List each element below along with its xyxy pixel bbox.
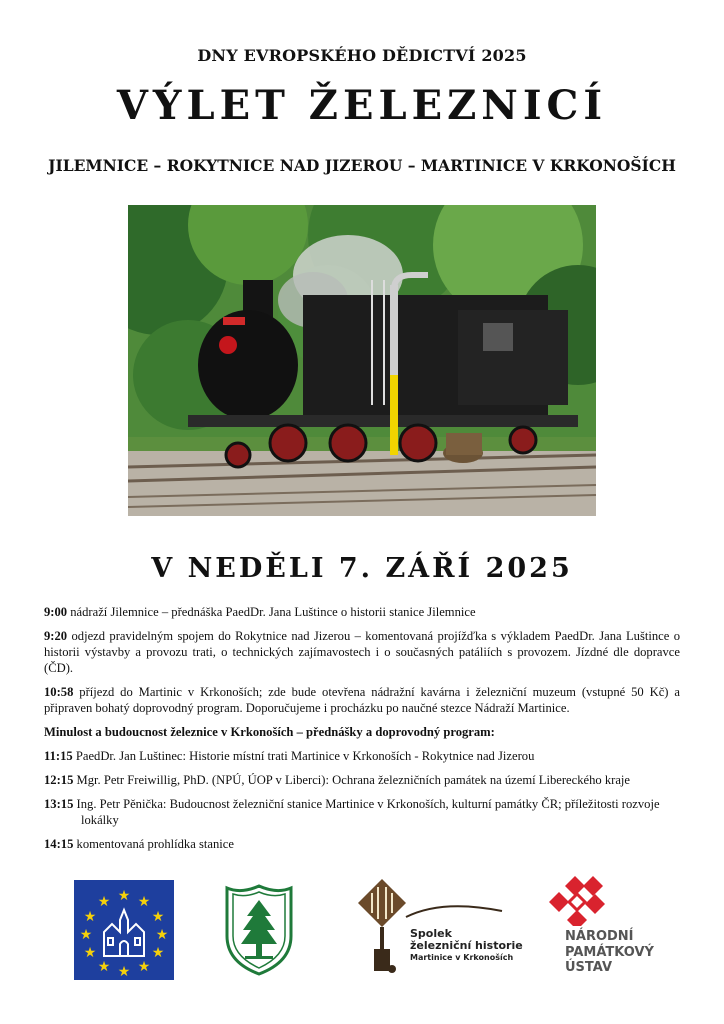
program-time: 10:58 xyxy=(44,685,74,699)
svg-text:★: ★ xyxy=(117,888,131,904)
lecture-text: Mgr. Petr Freiwillig, PhD. (NPÚ, ÚOP v Liberci): Ochrana železničních památek na území Libereckého kraje xyxy=(76,773,631,787)
svg-text:★: ★ xyxy=(117,964,131,980)
spolek-line2: železniční historie xyxy=(410,939,523,952)
npu-line3: ÚSTAV xyxy=(565,960,613,975)
lecture-item xyxy=(44,748,680,764)
svg-text:★: ★ xyxy=(79,927,93,943)
svg-text:★: ★ xyxy=(155,927,169,943)
npu-name xyxy=(565,929,654,976)
lecture-item xyxy=(44,836,680,852)
svg-text:★: ★ xyxy=(151,945,165,961)
lectures-heading: Minulost a budoucnost železnice v Krkonoších – přednášky a doprovodný program: xyxy=(44,725,495,739)
locomotive-photo xyxy=(128,205,596,516)
svg-text:★: ★ xyxy=(83,945,97,961)
svg-text:★: ★ xyxy=(137,894,151,910)
svg-text:★: ★ xyxy=(137,959,151,975)
program-text: odjezd pravidelným spojem do Rokytnice nad Jizerou – komentovaná projížďka s výkladem PaedDr. Jana Luštince o historii výstavby a provozu trati, o technických zajímavostech i o současných patáliích s provozem. Jízdné dle dopravce (ČD). xyxy=(44,629,681,675)
lecture-time: 14:15 xyxy=(44,837,74,851)
svg-text:★: ★ xyxy=(151,909,165,925)
program-item xyxy=(44,684,680,716)
npu-line2: PAMÁTKOVÝ xyxy=(565,944,654,960)
lecture-time: 12:15 xyxy=(44,773,74,787)
program-time: 9:20 xyxy=(44,629,68,643)
program-item xyxy=(44,604,680,620)
lecture-time: 13:15 xyxy=(44,797,74,811)
spolek-line1: Spolek xyxy=(410,927,452,940)
program-time: 9:00 xyxy=(44,605,68,619)
svg-text:★: ★ xyxy=(83,909,97,925)
event-date: V NEDĚLI 7. ZÁŘÍ 2025 xyxy=(151,553,573,584)
lecture-text: Ing. Petr Pěnička: Budoucnost železniční stanice Martinice v Krkonoších, kulturní památky ČR; příležitosti rozvoje lokálky xyxy=(76,797,660,827)
program-text: příjezd do Martinic v Krkonoších; zde bude otevřena nádražní kavárna i železniční muzeum (vstupné 50 Kč) a připraven bohatý doprovodný program. Doporučujeme i procházku po naučné stezce Nádraží Martinice. xyxy=(44,685,680,715)
program-item xyxy=(44,628,680,676)
spolek-line3: Martinice v Krkonoších xyxy=(410,953,514,962)
lecture-text: komentovaná prohlídka stanice xyxy=(76,837,234,851)
npu-logo xyxy=(545,876,621,926)
eu-heritage-logo xyxy=(74,880,174,980)
lecture-item xyxy=(44,772,680,788)
lecture-item xyxy=(44,796,680,828)
svg-text:★: ★ xyxy=(97,894,111,910)
event-kicker: DNY EVROPSKÉHO DĚDICTVÍ 2025 xyxy=(197,46,527,65)
route-subtitle: JILEMNICE – ROKYTNICE NAD JIZEROU – MARTINICE V KRKONOŠÍCH xyxy=(48,156,676,175)
spolek-name xyxy=(410,928,523,964)
svg-text:★: ★ xyxy=(97,959,111,975)
page-title: VÝLET ŽELEZNICÍ xyxy=(116,82,608,129)
program-text: nádraží Jilemnice – přednáška PaedDr. Jana Luštince o historii stanice Jilemnice xyxy=(70,605,476,619)
crest-logo xyxy=(221,882,297,978)
npu-line1: NÁRODNÍ xyxy=(565,929,634,944)
lecture-time: 11:15 xyxy=(44,749,73,763)
program-list xyxy=(44,604,680,860)
lecture-text: PaedDr. Jan Luštinec: Historie místní trati Martinice v Krkonoších - Rokytnice nad Jizerou xyxy=(75,749,535,763)
